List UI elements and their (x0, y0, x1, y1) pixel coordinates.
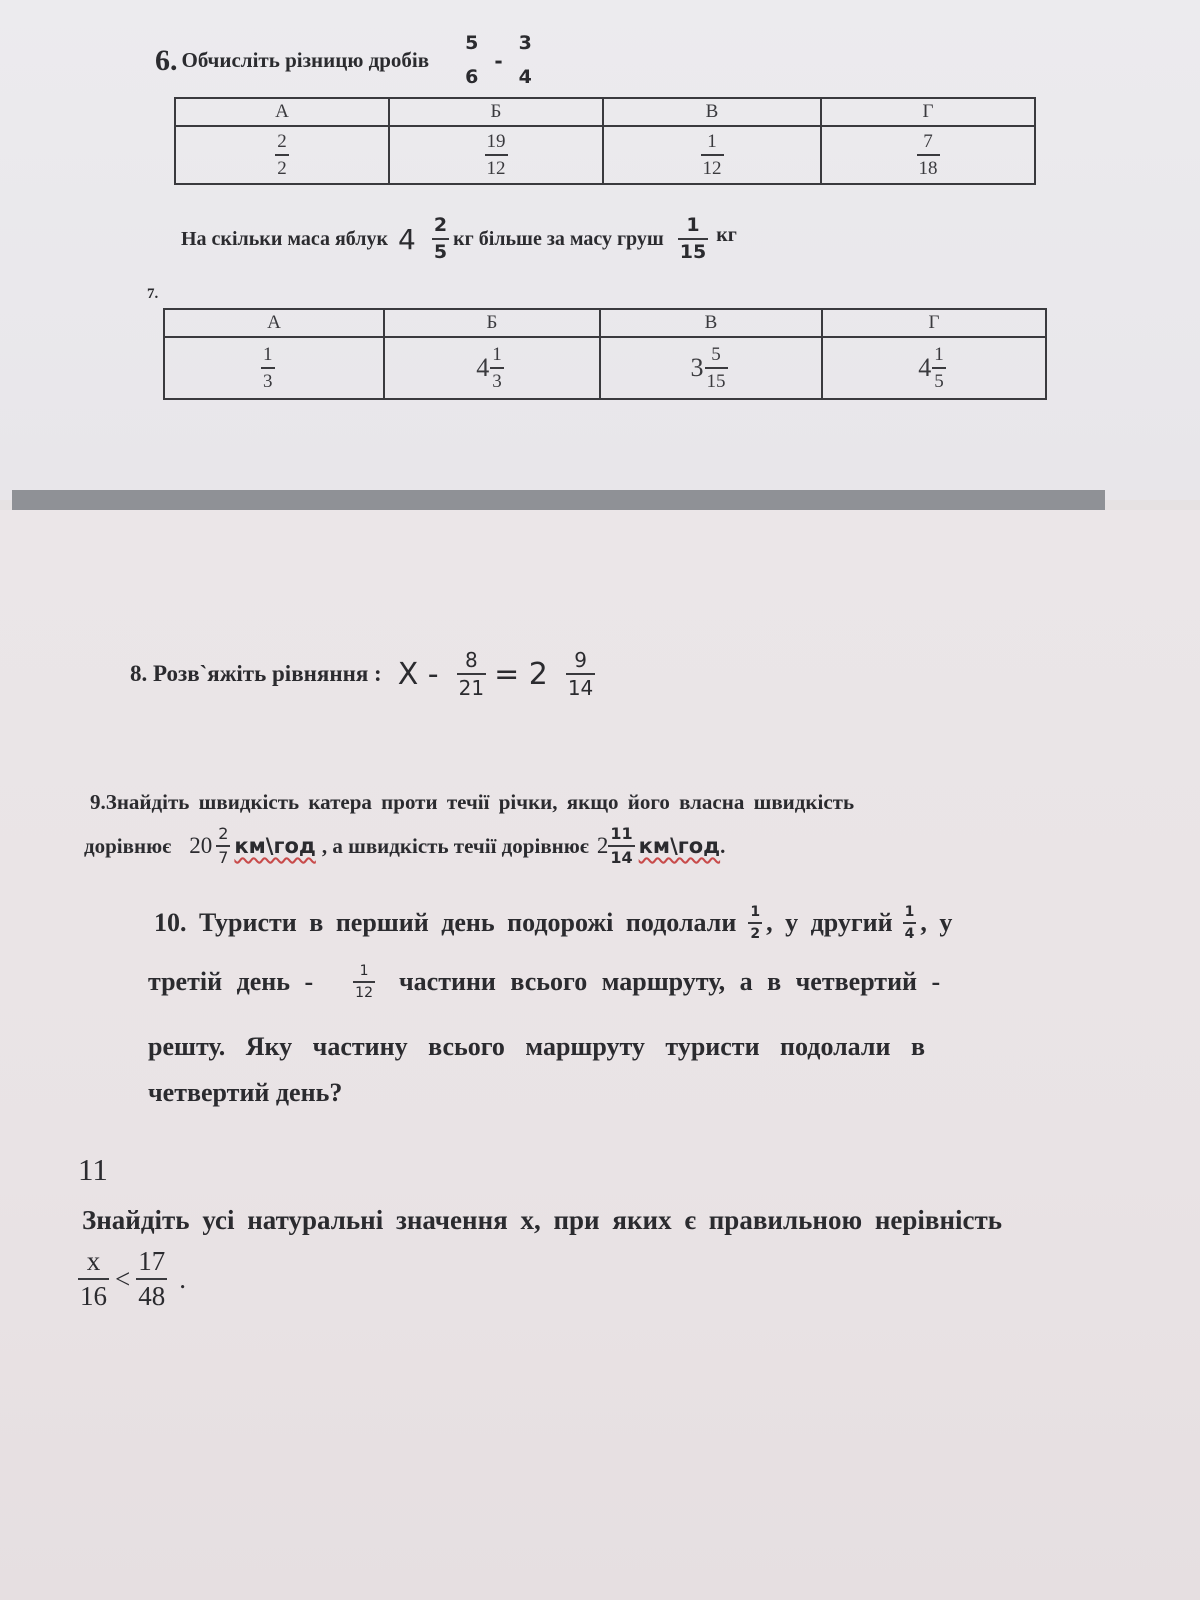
task6-number: 6. (155, 43, 178, 77)
task10-text-a: 10. Туристи в перший день подорожі подолали (154, 908, 737, 937)
task6-frac2-num: 3 (518, 32, 532, 54)
task6-frac1-num: 5 (465, 32, 479, 54)
task11-frac2 (136, 1248, 167, 1310)
task6-option-b-num: 19 (486, 131, 506, 152)
task7-frac2 (678, 216, 708, 262)
task6-answer-table (174, 97, 1036, 185)
task7-option-c-den: 15 (705, 367, 728, 391)
task7-text-a: На скільки маса яблук (181, 227, 389, 250)
task11-frac1-den: 16 (78, 1278, 109, 1310)
task10-line3: решту. Яку частину всього маршруту туристи подолали в (148, 1032, 926, 1061)
task7-option-c-whole: 3 (690, 353, 704, 382)
task9-text-a: дорівнює (84, 833, 172, 858)
task7-option-d-label: Г (822, 309, 1046, 337)
task10-frac2-num: 1 (904, 904, 915, 920)
task7-option-d-whole: 4 (918, 353, 932, 382)
task6-option-a-num: 2 (277, 131, 287, 152)
task8-frac2-den: 14 (566, 673, 595, 698)
task9-frac2-num: 11 (610, 824, 633, 843)
task7-option-a (164, 337, 384, 399)
task10-frac1 (748, 905, 762, 941)
task6-option-d (821, 126, 1035, 184)
task7-option-c-label: В (600, 309, 822, 337)
task9-whole1: 20 (189, 833, 213, 858)
task7-answer-table (163, 308, 1047, 400)
task8-frac2 (566, 650, 595, 698)
task6-option-b-label: Б (389, 98, 603, 126)
task7-option-a-label: А (164, 309, 384, 337)
task10-frac2-den: 4 (903, 922, 917, 941)
task7-frac1-den: 5 (432, 238, 449, 262)
task7-option-a-num: 1 (263, 344, 273, 365)
task8-equals: = 2 (494, 656, 548, 692)
task10-frac2 (903, 905, 917, 941)
task7-whole: 4 (398, 222, 416, 256)
task10-line1 (154, 905, 952, 941)
task11-less-than: < (115, 1263, 131, 1294)
task10-text-b: , у другий (766, 908, 893, 937)
task6-frac2 (517, 34, 534, 87)
task6-option-d-label: Г (821, 98, 1035, 126)
task8-label: 8. Розв`яжіть рівняння : (130, 661, 382, 686)
task7-question (181, 216, 737, 262)
task7-option-c (600, 337, 822, 399)
task9-frac2 (608, 826, 634, 866)
task7-option-c-num: 5 (711, 344, 721, 365)
task9-line2 (84, 826, 725, 866)
task7-option-d-num: 1 (934, 344, 944, 365)
task11-number: 11 (78, 1152, 108, 1187)
task8-frac2-num: 9 (574, 648, 587, 672)
task9-end: . (720, 833, 726, 858)
task7-frac1-num: 2 (433, 214, 448, 236)
task10-text-e: частини всього маршруту, а в четвертий - (398, 967, 941, 996)
task10-frac3 (353, 964, 375, 1000)
task10-line2 (148, 964, 940, 1000)
task8-equation (130, 650, 599, 698)
task9-frac2-den: 14 (608, 845, 634, 866)
task7-unit: кг (716, 224, 737, 246)
task7-option-d (822, 337, 1046, 399)
task6-option-c-den: 12 (701, 154, 724, 178)
task9-unit1: км\год (234, 834, 316, 858)
task7-option-a-den: 3 (261, 367, 275, 391)
task8-x: X - (397, 656, 439, 692)
task9-frac1-den: 7 (216, 845, 230, 866)
task6-option-b (389, 126, 603, 184)
task10-frac1-num: 1 (750, 904, 761, 920)
task6-frac2-den: 4 (518, 66, 532, 88)
task11-frac2-den: 48 (136, 1278, 167, 1310)
task8-frac1-num: 8 (464, 648, 478, 672)
task9-whole2: 2 (596, 833, 609, 858)
task10-line4: четвертий день? (148, 1078, 343, 1107)
task11-frac2-num: 17 (138, 1246, 166, 1276)
task7-text-b: кг більше за масу груш (453, 227, 664, 250)
task6-minus: - (494, 48, 503, 73)
task7-option-b-num: 1 (492, 344, 502, 365)
task7-frac2-num: 1 (686, 214, 700, 236)
task10-frac3-den: 12 (353, 981, 375, 1000)
task7-option-b-label: Б (384, 309, 600, 337)
task6-option-d-num: 7 (923, 131, 933, 152)
task6-option-b-den: 12 (485, 154, 508, 178)
task6-option-c-num: 1 (707, 131, 717, 152)
task6-heading (155, 34, 538, 87)
task9-frac1 (216, 826, 230, 866)
task6-option-c-label: В (603, 98, 821, 126)
task10-frac1-den: 2 (748, 922, 762, 941)
task6-option-c (603, 126, 821, 184)
task11-inequality (78, 1248, 186, 1310)
task6-option-a (175, 126, 389, 184)
task6-option-a-label: А (175, 98, 389, 126)
task9-frac1-num: 2 (218, 824, 229, 843)
task7-number: 7. (147, 286, 159, 302)
task6-frac1-den: 6 (465, 66, 479, 88)
task6-frac1 (463, 34, 480, 87)
task6-text: Обчисліть різницю дробів (181, 48, 430, 72)
task9-unit2: км\год (638, 834, 721, 858)
task11-frac1-num: x (86, 1246, 101, 1276)
task6-option-d-den: 18 (917, 154, 940, 178)
sheet-divider (12, 490, 1105, 510)
task8-frac1-den: 21 (457, 673, 486, 698)
task11-end: . (179, 1263, 186, 1294)
task10-text-d: третій день - (148, 967, 314, 996)
task7-option-b-whole: 4 (476, 353, 490, 382)
task7-option-b-den: 3 (490, 367, 504, 391)
task11-frac1 (78, 1248, 109, 1310)
task11-text: Знайдіть усі натуральні значення х, при яких є правильною нерівність (82, 1205, 1003, 1235)
task7-option-b (384, 337, 600, 399)
task7-option-d-den: 5 (932, 367, 946, 391)
task7-frac2-den: 15 (678, 238, 708, 262)
task7-frac1 (432, 216, 449, 262)
task9-line1: 9.Знайдіть швидкість катера проти течії річки, якщо його власна швидкість (90, 790, 855, 814)
task10-text-c: , у (920, 908, 953, 937)
task8-frac1 (457, 650, 486, 698)
task10-frac3-num: 1 (359, 963, 369, 979)
task9-text-b: , а швидкість течії дорівнює (321, 833, 589, 858)
task6-option-a-den: 2 (275, 154, 289, 178)
